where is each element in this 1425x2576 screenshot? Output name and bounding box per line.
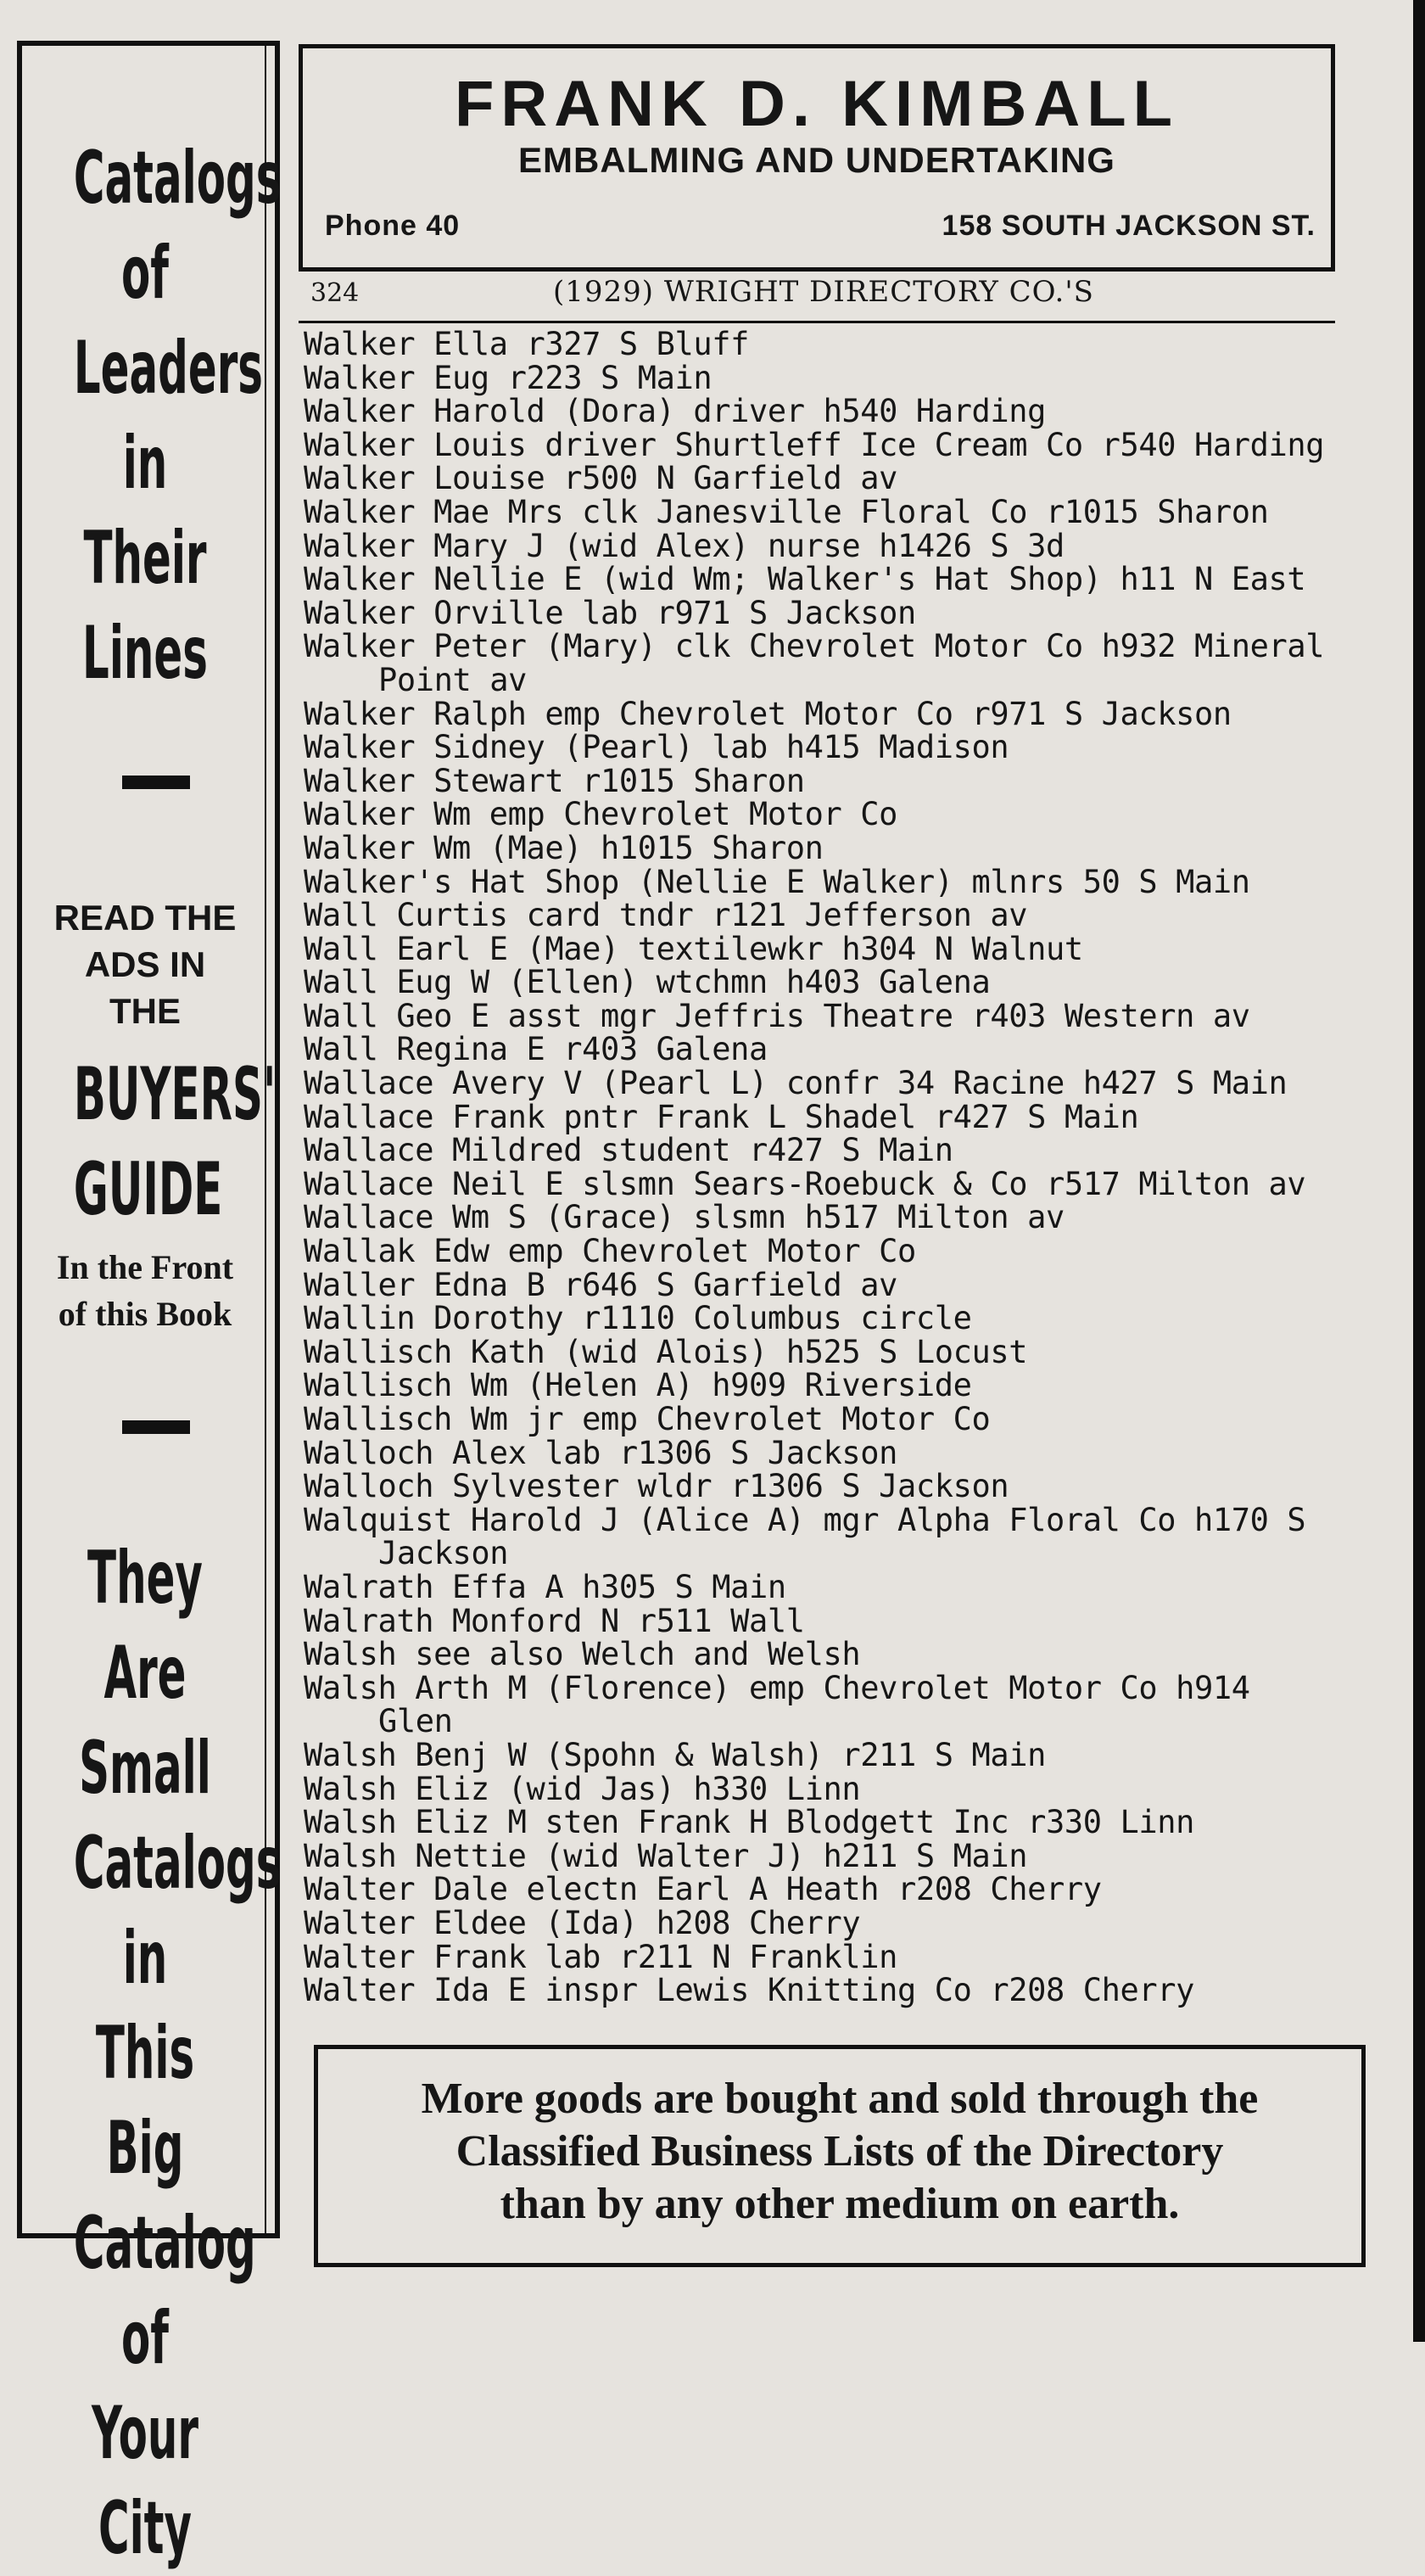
- directory-entry: [304, 1403, 1355, 1436]
- directory-entry-text: Walsh Nettie (wid Walter J) h211 S Main: [304, 1837, 1028, 1874]
- sidebar-read-line: THE: [109, 991, 181, 1031]
- bottom-ad-line: than by any other medium on earth.: [500, 2180, 1180, 2228]
- directory-entry: [304, 1033, 1355, 1067]
- directory-entry: [304, 1235, 1355, 1268]
- directory-entry-text: Walrath Effa A h305 S Main: [304, 1568, 786, 1605]
- directory-entry-continuation: Jackson: [378, 1535, 509, 1572]
- directory-entry: [304, 1974, 1355, 2008]
- bottom-ad-line: Classified Business Lists of the Directory: [455, 2127, 1224, 2176]
- directory-entry-continuation: Point av: [378, 661, 528, 698]
- directory-entry: [304, 1806, 1355, 1840]
- directory-entry: [304, 1333, 1355, 1370]
- directory-entry: [304, 966, 1355, 1000]
- sidebar-dash: [122, 776, 190, 789]
- directory-entry-text: Walrath Monford N r511 Wall: [304, 1602, 805, 1639]
- directory-entry: [304, 1604, 1355, 1638]
- sidebar-slogan-line: They Are: [87, 1536, 203, 1716]
- sidebar-heading-line: Catalogs: [73, 136, 282, 221]
- sidebar-heading-line: of: [121, 231, 169, 316]
- directory-entry-text: Walter Eldee (Ida) h208 Cherry: [304, 1904, 861, 1941]
- directory-entry: [304, 731, 1355, 764]
- directory-entry-text: Walsh see also Welch and Welsh: [304, 1636, 861, 1673]
- directory-entry: [304, 529, 1355, 563]
- sidebar-front-line: of this Book: [58, 1295, 232, 1333]
- page-number: 324: [310, 278, 360, 308]
- directory-entry-text: Wallace Mildred student r427 S Main: [304, 1132, 953, 1169]
- sidebar-slogan-line: Small: [79, 1726, 211, 1811]
- directory-entry: [304, 1268, 1355, 1302]
- directory-entry: [304, 1873, 1355, 1907]
- directory-entry-text: Walker Louise r500 N Garfield av: [304, 460, 898, 497]
- directory-entry: [304, 798, 1355, 832]
- directory-entry: [304, 865, 1355, 899]
- directory-entry-text: Walker Ella r327 S Bluff: [304, 326, 750, 362]
- page-edge: [1413, 0, 1425, 2342]
- sidebar-dash: [122, 1420, 190, 1434]
- directory-entry: [304, 630, 1355, 697]
- running-head-title: (1929) WRIGHT DIRECTORY CO.'S: [553, 275, 1094, 309]
- directory-entry-text: Wall Earl E (Mae) textilewkr h304 N Walnut: [304, 930, 1083, 967]
- directory-entry-continuation: Glen: [378, 1703, 453, 1740]
- header-ad-address: 158 SOUTH JACKSON ST.: [942, 210, 1316, 242]
- directory-entry-text: Walker Ralph emp Chevrolet Motor Co r971 S Jackson: [304, 695, 1232, 732]
- sidebar-front-line: In the Front: [56, 1248, 234, 1286]
- directory-entry: [304, 932, 1355, 966]
- sidebar-slogan: [22, 1531, 282, 2576]
- directory-entry: [304, 1904, 1355, 1941]
- sidebar-heading: [22, 131, 282, 701]
- sidebar-slogan-line: This Big: [95, 2011, 195, 2191]
- directory-entry: [304, 764, 1355, 798]
- directory-entry-text: Walker Eug r223 S Main: [304, 359, 712, 396]
- directory-listings: [304, 328, 1355, 2008]
- directory-entry-text: Walker Wm emp Chevrolet Motor Co: [304, 796, 898, 833]
- directory-entry: [304, 1201, 1355, 1235]
- sidebar-heading-line: Lines: [82, 611, 208, 696]
- directory-entry-text: Walsh Eliz M sten Frank H Blodgett Inc r330 Linn: [304, 1804, 1195, 1841]
- sidebar-slogan-line: in: [122, 1916, 168, 2001]
- directory-entry: [304, 428, 1355, 462]
- directory-entry-text: Walker Wm (Mae) h1015 Sharon: [304, 829, 824, 866]
- directory-entry: [304, 1736, 1355, 1773]
- directory-entry-text: Wall Curtis card tndr r121 Jefferson av: [304, 897, 1028, 934]
- directory-entry: [304, 1568, 1355, 1605]
- sidebar-buyers-guide: [22, 1047, 277, 1237]
- directory-entry-text: Wallin Dorothy r1110 Columbus circle: [304, 1300, 972, 1337]
- sidebar-guide-line: BUYERS': [73, 1052, 277, 1137]
- directory-entry-text: Walsh Eliz (wid Jas) h330 Linn: [304, 1770, 861, 1807]
- directory-entry-text: Walker Nellie E (wid Wm; Walker's Hat Shop) h11 N East: [304, 561, 1306, 598]
- directory-entry-text: Walker Mae Mrs clk Janesville Floral Co r1015 Sharon: [304, 493, 1269, 530]
- directory-entry: [304, 361, 1355, 395]
- directory-entry: [304, 1470, 1355, 1504]
- sidebar-slogan-line: Catalogs: [73, 1821, 282, 1906]
- directory-entry: [304, 1067, 1355, 1100]
- directory-entry-text: Wall Eug W (Ellen) wtchmn h403 Galena: [304, 964, 991, 1001]
- directory-entry: [304, 395, 1355, 428]
- directory-entry-text: Wall Regina E r403 Galena: [304, 1031, 768, 1068]
- directory-entry-text: Walter Dale electn Earl A Heath r208 Cherry: [304, 1871, 1102, 1908]
- directory-entry-text: Wallace Neil E slsmn Sears-Roebuck & Co r517 Milton av: [304, 1165, 1306, 1202]
- directory-entry: [304, 1100, 1355, 1134]
- directory-entry: [304, 829, 1355, 866]
- directory-entry-text: Walker Sidney (Pearl) lab h415 Madison: [304, 729, 1009, 766]
- directory-entry-text: Walker's Hat Shop (Nellie E Walker) mlnrs 50 S Main: [304, 863, 1250, 900]
- directory-entry-text: Waller Edna B r646 S Garfield av: [304, 1266, 898, 1303]
- directory-entry-text: Wallace Frank pntr Frank L Shadel r427 S Main: [304, 1098, 1139, 1135]
- sidebar-read-ads: [22, 894, 268, 1034]
- sidebar-heading-line: Their: [83, 516, 207, 601]
- directory-entry: [304, 1669, 1355, 1740]
- directory-entry-text: Walker Orville lab r971 S Jackson: [304, 594, 916, 631]
- directory-entry: [304, 462, 1355, 496]
- directory-entry: [304, 328, 1355, 361]
- directory-entry: [304, 596, 1355, 630]
- sidebar-heading-line: in: [122, 421, 168, 506]
- directory-entry: [304, 1638, 1355, 1672]
- sidebar-guide-line: GUIDE: [73, 1147, 223, 1232]
- directory-entry: [304, 1165, 1355, 1202]
- directory-entry: [304, 1837, 1355, 1874]
- directory-entry: [304, 697, 1355, 731]
- directory-entry: [304, 493, 1355, 530]
- header-ad-phone: Phone 40: [325, 210, 461, 242]
- bottom-ad-line: More goods are bought and sold through the: [421, 2075, 1259, 2123]
- directory-entry: [304, 899, 1355, 932]
- header-ad: [299, 44, 1335, 272]
- directory-entry-text: Walsh Arth M (Florence) emp Chevrolet Motor Co h914: [304, 1669, 1250, 1706]
- directory-entry-text: Walsh Benj W (Spohn & Walsh) r211 S Main: [304, 1736, 1047, 1773]
- directory-entry-text: Walker Louis driver Shurtleff Ice Cream Co r540 Harding: [304, 426, 1325, 463]
- sidebar-heading-line: Leaders: [73, 326, 264, 411]
- directory-entry-text: Walloch Sylvester wldr r1306 S Jackson: [304, 1468, 1009, 1505]
- directory-entry-text: Walloch Alex lab r1306 S Jackson: [304, 1434, 898, 1471]
- directory-entry: [304, 1302, 1355, 1336]
- bottom-ad: [314, 2045, 1366, 2267]
- sidebar-read-line: READ THE: [53, 898, 237, 938]
- directory-entry-text: Wallisch Wm jr emp Chevrolet Motor Co: [304, 1401, 991, 1437]
- running-head-rule: [299, 321, 1335, 323]
- directory-entry: [304, 997, 1355, 1034]
- directory-entry: [304, 1772, 1355, 1806]
- header-ad-title: FRANK D. KIMBALL: [454, 68, 1180, 140]
- directory-entry-text: Walter Ida E inspr Lewis Knitting Co r208 Cherry: [304, 1972, 1195, 2009]
- directory-entry-text: Wallace Avery V (Pearl L) confr 34 Racine h427 S Main: [304, 1065, 1288, 1102]
- directory-entry: [304, 1436, 1355, 1470]
- sidebar-front-note: [22, 1244, 268, 1337]
- sidebar-slogan-line: Your City: [92, 2391, 198, 2571]
- directory-entry: [304, 563, 1355, 596]
- directory-entry-text: Walquist Harold J (Alice A) mgr Alpha Floral Co h170 S: [304, 1501, 1306, 1538]
- directory-entry-text: Walker Peter (Mary) clk Chevrolet Motor Co h932 Mineral: [304, 628, 1325, 665]
- directory-entry-text: Wall Geo E asst mgr Jeffris Theatre r403 Western av: [304, 997, 1250, 1034]
- directory-entry-text: Wallisch Wm (Helen A) h909 Riverside: [304, 1367, 972, 1404]
- directory-entry: [304, 1134, 1355, 1168]
- directory-entry: [304, 1940, 1355, 1974]
- sidebar-ad: [17, 41, 282, 2571]
- directory-entry: [304, 1369, 1355, 1403]
- sidebar-slogan-line: Catalog of: [73, 2201, 256, 2381]
- directory-entry-text: Walker Stewart r1015 Sharon: [304, 762, 805, 799]
- directory-entry-text: Wallisch Kath (wid Alois) h525 S Locust: [304, 1333, 1028, 1370]
- directory-entry-text: Wallak Edw emp Chevrolet Motor Co: [304, 1233, 916, 1270]
- directory-entry-text: Walker Mary J (wid Alex) nurse h1426 S 3d: [304, 527, 1065, 564]
- directory-entry: [304, 1501, 1355, 1572]
- header-ad-subtitle: EMBALMING AND UNDERTAKING: [518, 140, 1115, 180]
- sidebar-read-line: ADS IN: [84, 944, 206, 984]
- directory-entry-text: Walter Frank lab r211 N Franklin: [304, 1938, 898, 1975]
- directory-entry-text: Wallace Wm S (Grace) slsmn h517 Milton av: [304, 1199, 1065, 1236]
- directory-entry-text: Walker Harold (Dora) driver h540 Harding: [304, 393, 1047, 430]
